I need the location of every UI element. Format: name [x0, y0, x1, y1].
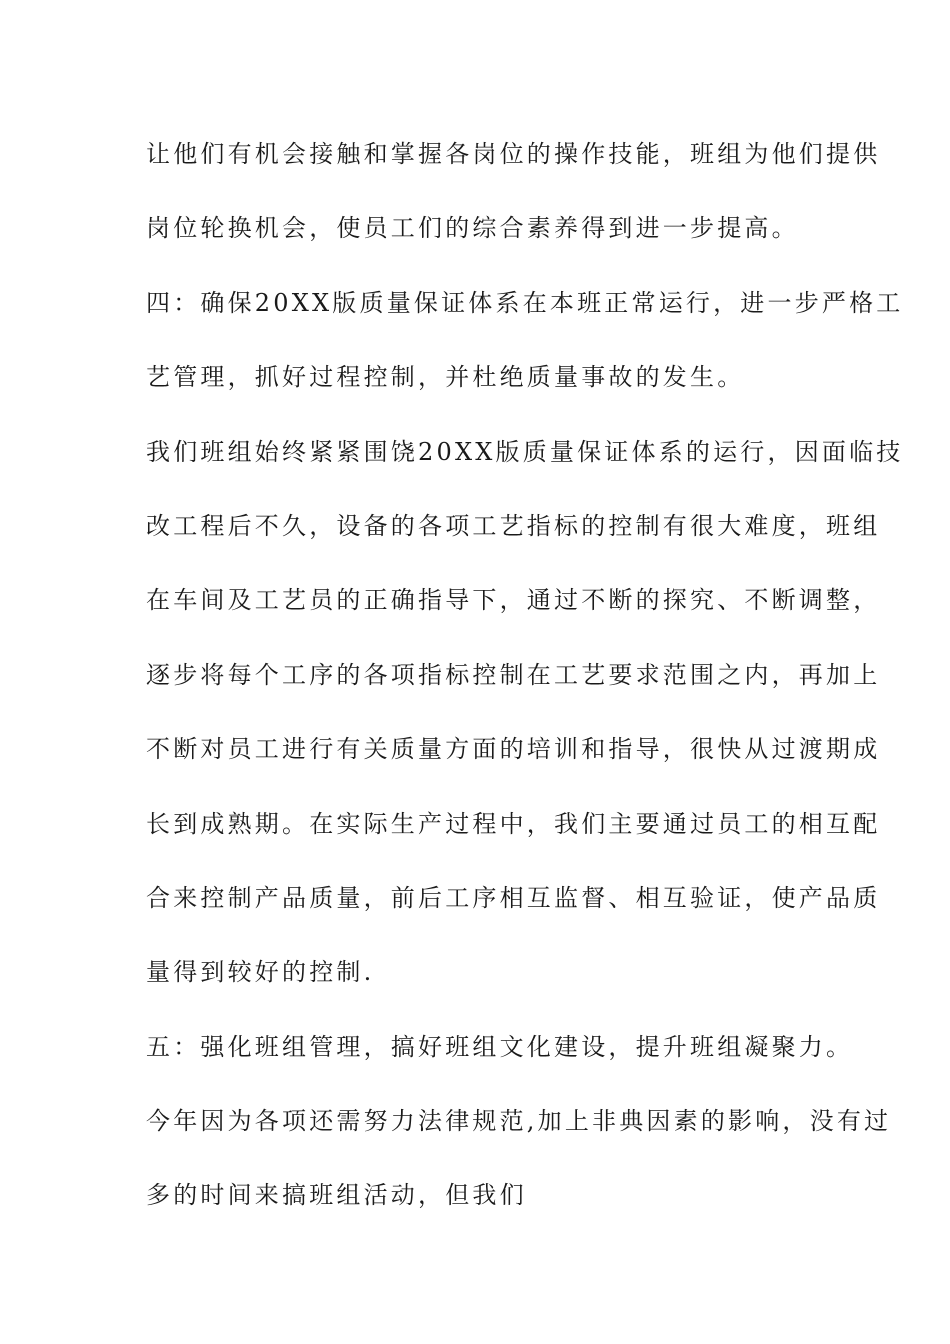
- text-line: 合来控制产品质量，前后工序相互监督、相互验证，使产品质: [146, 883, 881, 912]
- text-line: 不断对员工进行有关质量方面的培训和指导，很快从过渡期成: [146, 735, 881, 764]
- section-heading-five: 五：强化班组管理，搞好班组文化建设，提升班组凝聚力。: [146, 1032, 854, 1061]
- text-line: 今年因为各项还需努力法律规范,加上非典因素的影响，没有过: [146, 1107, 892, 1136]
- text-line: 多的时间来搞班组活动，但我们: [146, 1181, 527, 1210]
- text-line: 改工程后不久，设备的各项工艺指标的控制有很大难度，班组: [146, 511, 881, 540]
- text-line: 我们班组始终紧紧围饶20XX版质量保证体系的运行，因面临技: [146, 437, 904, 466]
- document-page: [146, 122, 904, 1238]
- text-line: 让他们有机会接触和掌握各岗位的操作技能，班组为他们提供: [146, 140, 881, 168]
- text-line: 岗位轮换机会，使员工们的综合素养得到进一步提高。: [146, 214, 799, 243]
- text-line: 逐步将每个工序的各项指标控制在工艺要求范围之内，再加上: [146, 660, 881, 689]
- text-line: 艺管理，抓好过程控制，并杜绝质量事故的发生。: [146, 363, 745, 392]
- text-line: 量得到较好的控制.: [146, 958, 375, 987]
- text-line: 在车间及工艺员的正确指导下，通过不断的探究、不断调整，: [146, 586, 881, 615]
- section-heading-four: 四：确保20XX版质量保证体系在本班正常运行，进一步严格工: [146, 288, 904, 317]
- text-line: 长到成熟期。在实际生产过程中，我们主要通过员工的相互配: [146, 809, 881, 838]
